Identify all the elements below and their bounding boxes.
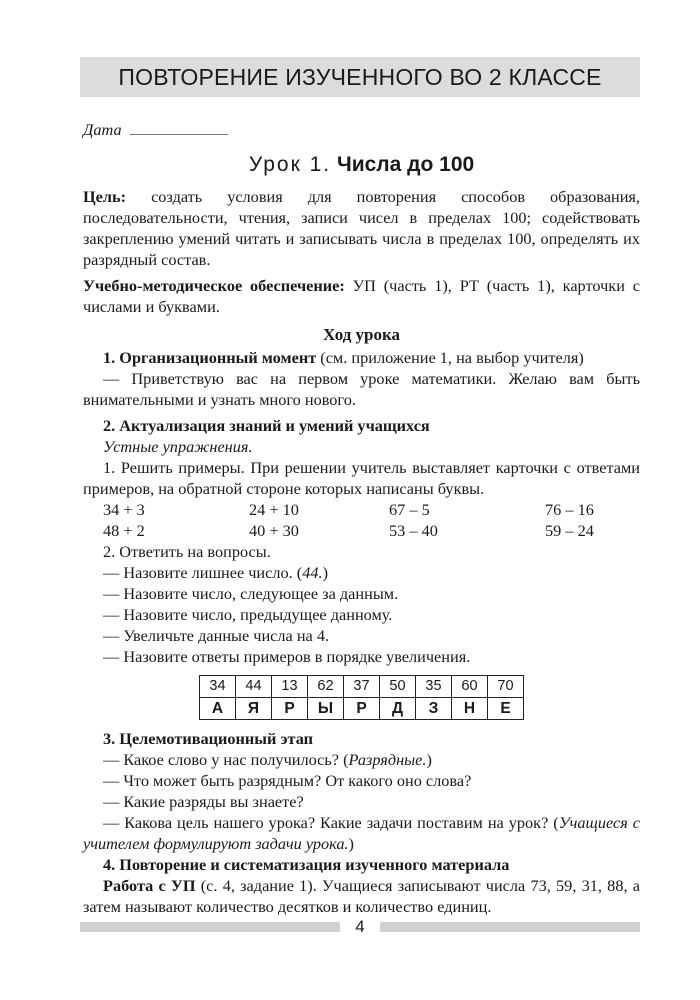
- letter-cell: Р: [344, 698, 380, 720]
- example-item: 24 + 10: [249, 500, 299, 519]
- question-item: — Что может быть разрядным? От какого оно слова?: [103, 771, 472, 790]
- section4-title: 4. Повторение и систематизация изученного материала: [103, 855, 510, 874]
- letter-cell: Е: [488, 698, 524, 720]
- question-item: [83, 812, 640, 854]
- section2-subtitle-text: Устные упражнения.: [103, 437, 253, 456]
- numbers-row: [200, 676, 524, 698]
- example-item: 53 – 40: [389, 521, 438, 540]
- question-end: ): [322, 563, 328, 582]
- page-number: 4: [355, 917, 365, 936]
- section2-title: 2. Актуализация знаний и умений учащихся: [103, 416, 430, 435]
- section4-heading: [83, 854, 640, 875]
- lesson-title: [83, 152, 640, 178]
- number-cell: 50: [380, 676, 416, 698]
- example-item: 48 + 2: [103, 521, 145, 540]
- question-text: — Назовите лишнее число. (: [103, 563, 303, 582]
- example-item: 59 – 24: [545, 521, 594, 540]
- lesson-progress-heading: Ход урока: [322, 325, 401, 344]
- question-item: [83, 562, 640, 583]
- example-item: 34 + 3: [103, 500, 145, 519]
- task1-text: 1. Решить примеры. При решении учитель выставляет карточки с ответами примеров, на обратной стороне которых написаны буквы.: [83, 458, 640, 498]
- letter-cell: Я: [236, 698, 272, 720]
- question-item: — Назовите ответы примеров в порядке увеличения.: [103, 647, 471, 666]
- examples-grid: [83, 499, 640, 541]
- date-blank-line: [130, 133, 228, 135]
- section1-heading: [83, 347, 640, 368]
- letters-row: [200, 698, 524, 720]
- letter-cell: З: [416, 698, 452, 720]
- letter-cell: Р: [272, 698, 308, 720]
- question-end: ): [426, 750, 432, 769]
- goal-paragraph: [83, 186, 640, 270]
- section1-text: — Приветствую вас на первом уроке математики. Желаю вам быть внимательными и узнать много нового.: [83, 369, 640, 409]
- number-cell: 34: [200, 676, 236, 698]
- section3-heading: [83, 728, 640, 749]
- question-text: — Какова цель нашего урока? Какие задачи поставим на урок? (: [103, 813, 559, 832]
- example-item: 67 – 5: [389, 500, 430, 519]
- footer-bar-right: [380, 922, 640, 932]
- work-text: (с. 4, задание 1). Учащиеся записывают числа 73, 59, 31, 88, а затем называют количество десятков и количество единиц.: [83, 876, 640, 916]
- question-item: — Назовите число, следующее за данным.: [103, 584, 399, 603]
- section4-work-paragraph: [83, 875, 640, 917]
- letter-cell: А: [200, 698, 236, 720]
- example-item: 40 + 30: [249, 521, 299, 540]
- section2-subtitle: [83, 436, 640, 457]
- section2-heading: [83, 415, 640, 436]
- task2-text: 2. Ответить на вопросы.: [103, 542, 271, 561]
- question-item: — Увеличьте данные числа на 4.: [103, 626, 330, 645]
- goal-label: Цель:: [83, 187, 127, 206]
- number-cell: 37: [344, 676, 380, 698]
- number-cell: 35: [416, 676, 452, 698]
- goal-text: создать условия для повторения способов образования, последовательности, чтения, записи чисел в пределах 100; содействовать закреплению умений читать и записывать числа в пределах 100, определять их разрядный состав.: [83, 187, 640, 269]
- page-content: [83, 110, 640, 917]
- number-cell: 62: [308, 676, 344, 698]
- page-footer: [80, 918, 640, 936]
- section-title: ПОВТОРЕНИЕ ИЗУЧЕННОГО ВО 2 КЛАССЕ: [118, 63, 602, 90]
- materials-text: УП (часть 1), РТ (часть 1), карточки с числами и буквами.: [83, 276, 640, 316]
- question-item: — Какие разряды вы знаете?: [103, 792, 304, 811]
- number-cell: 70: [488, 676, 524, 698]
- section1-title: 1. Организационный момент: [103, 348, 317, 367]
- question-item: [83, 749, 640, 770]
- materials-label: Учебно-методическое обеспечение:: [83, 276, 345, 295]
- question-text: — Какое слово у нас получилось? (: [103, 750, 349, 769]
- question-answer: Разрядные.: [348, 750, 427, 769]
- section-banner: [80, 57, 640, 97]
- answers-letters-table: [199, 675, 524, 720]
- question-end: ): [348, 834, 354, 853]
- materials-paragraph: [83, 275, 640, 317]
- date-field: [83, 119, 640, 140]
- example-item: 76 – 16: [545, 500, 594, 519]
- lesson-topic: Числа до 100: [336, 153, 475, 176]
- section1-note: (см. приложение 1, на выбор учителя): [316, 348, 584, 367]
- work-label: Работа с УП: [103, 876, 196, 895]
- letter-cell: Ы: [308, 698, 344, 720]
- question-answer: 44.: [302, 563, 323, 582]
- letter-cell: Н: [452, 698, 488, 720]
- number-cell: 44: [236, 676, 272, 698]
- number-cell: 60: [452, 676, 488, 698]
- letter-cell: Д: [380, 698, 416, 720]
- number-cell: 13: [272, 676, 308, 698]
- date-label: Дата: [83, 120, 122, 139]
- footer-bar-left: [80, 922, 340, 932]
- question-item: — Назовите число, предыдущее данному.: [103, 605, 393, 624]
- lesson-number: Урок 1.: [248, 153, 332, 176]
- section3-title: 3. Целемотивационный этап: [103, 729, 314, 748]
- question-answer: Учащиеся с учителем формулируют задачи урока.: [83, 813, 640, 853]
